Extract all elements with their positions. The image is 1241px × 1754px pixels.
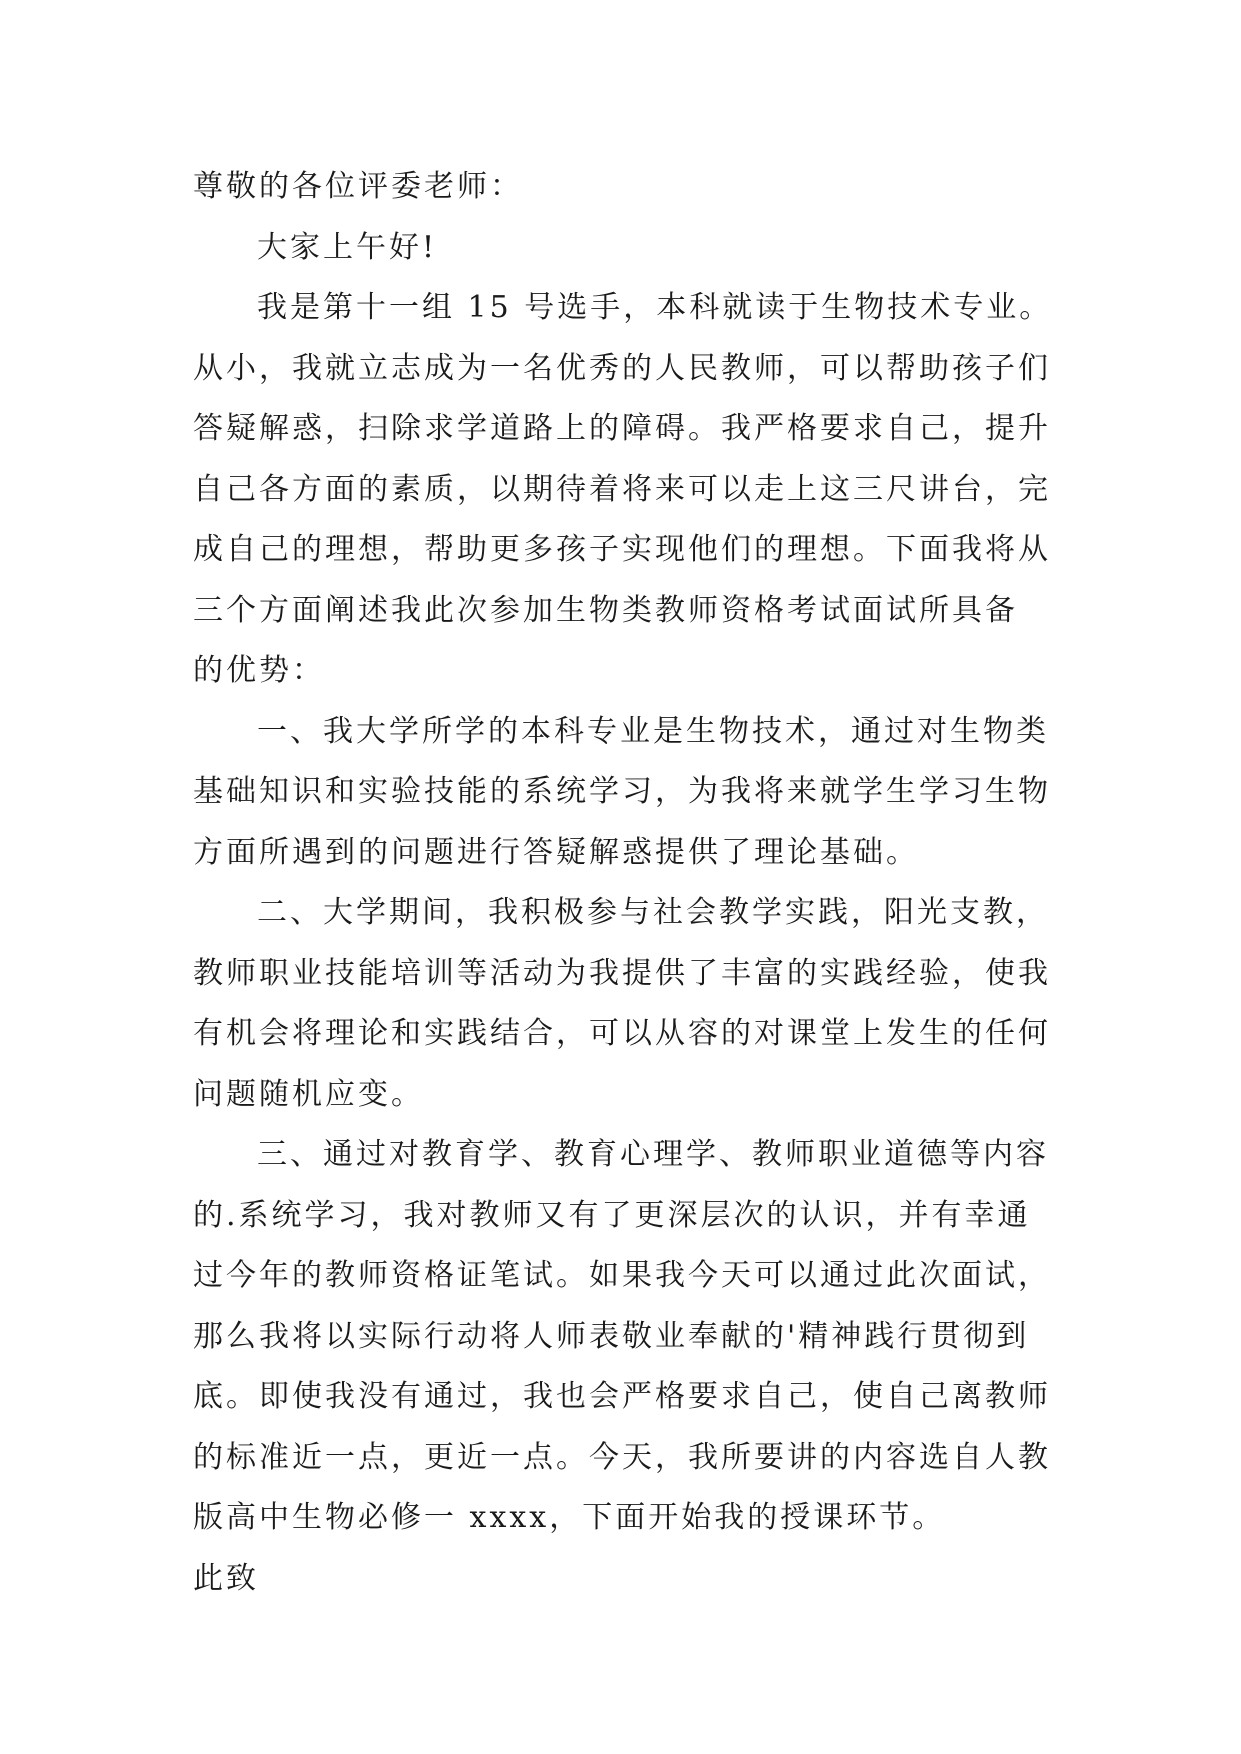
body-line: 教师职业技能培训等活动为我提供了丰富的实践经验，使我 bbox=[193, 955, 1051, 991]
body-line: 的.系统学习，我对教师又有了更深层次的认识，并有幸通 bbox=[193, 1197, 1031, 1233]
body-line: 三个方面阐述我此次参加生物类教师资格考试面试所具备 bbox=[193, 592, 1018, 628]
body-line: 我是第十一组 15 号选手，本科就读于生物技术专业。 bbox=[257, 290, 1053, 325]
body-line: 方面所遇到的问题进行答疑解惑提供了理论基础。 bbox=[193, 834, 919, 870]
salutation: 尊敬的各位评委老师： bbox=[193, 169, 523, 204]
body-line: 的优势： bbox=[193, 653, 325, 688]
letter-body bbox=[193, 157, 1063, 1609]
body-line: 一、我大学所学的本科专业是生物技术，通过对生物类 bbox=[257, 713, 1049, 749]
body-line: 有机会将理论和实践结合，可以从容的对课堂上发生的任何 bbox=[193, 1016, 1051, 1051]
body-line: 成自己的理想，帮助更多孩子实现他们的理想。下面我将从 bbox=[193, 532, 1051, 567]
body-line: 版高中生物必修一 xxxx，下面开始我的授课环节。 bbox=[193, 1500, 946, 1535]
body-line: 三、通过对教育学、教育心理学、教师职业道德等内容 bbox=[257, 1137, 1049, 1172]
body-line: 从小，我就立志成为一名优秀的人民教师，可以帮助孩子们 bbox=[193, 350, 1051, 386]
body-line: 问题随机应变。 bbox=[193, 1076, 424, 1112]
body-line: 底。即使我没有通过，我也会严格要求自己，使自己离教师 bbox=[193, 1379, 1051, 1414]
body-line: 过今年的教师资格证笔试。如果我今天可以通过此次面试， bbox=[193, 1258, 1051, 1293]
body-line: 的标准近一点，更近一点。今天，我所要讲的内容选自人教 bbox=[193, 1439, 1051, 1475]
body-line: 自己各方面的素质，以期待着将来可以走上这三尺讲台，完 bbox=[193, 471, 1051, 507]
closing: 此致 bbox=[193, 1560, 259, 1596]
body-line: 基础知识和实验技能的系统学习，为我将来就学生学习生物 bbox=[193, 774, 1051, 809]
body-line: 二、大学期间，我积极参与社会教学实践，阳光支教， bbox=[257, 895, 1049, 930]
body-paragraphs bbox=[193, 278, 1063, 1549]
body-line: 那么我将以实际行动将人师表敬业奉献的'精神践行贯彻到 bbox=[193, 1318, 1030, 1354]
greeting: 大家上午好! bbox=[257, 229, 438, 265]
body-line: 答疑解惑，扫除求学道路上的障碍。我严格要求自己，提升 bbox=[193, 411, 1051, 446]
